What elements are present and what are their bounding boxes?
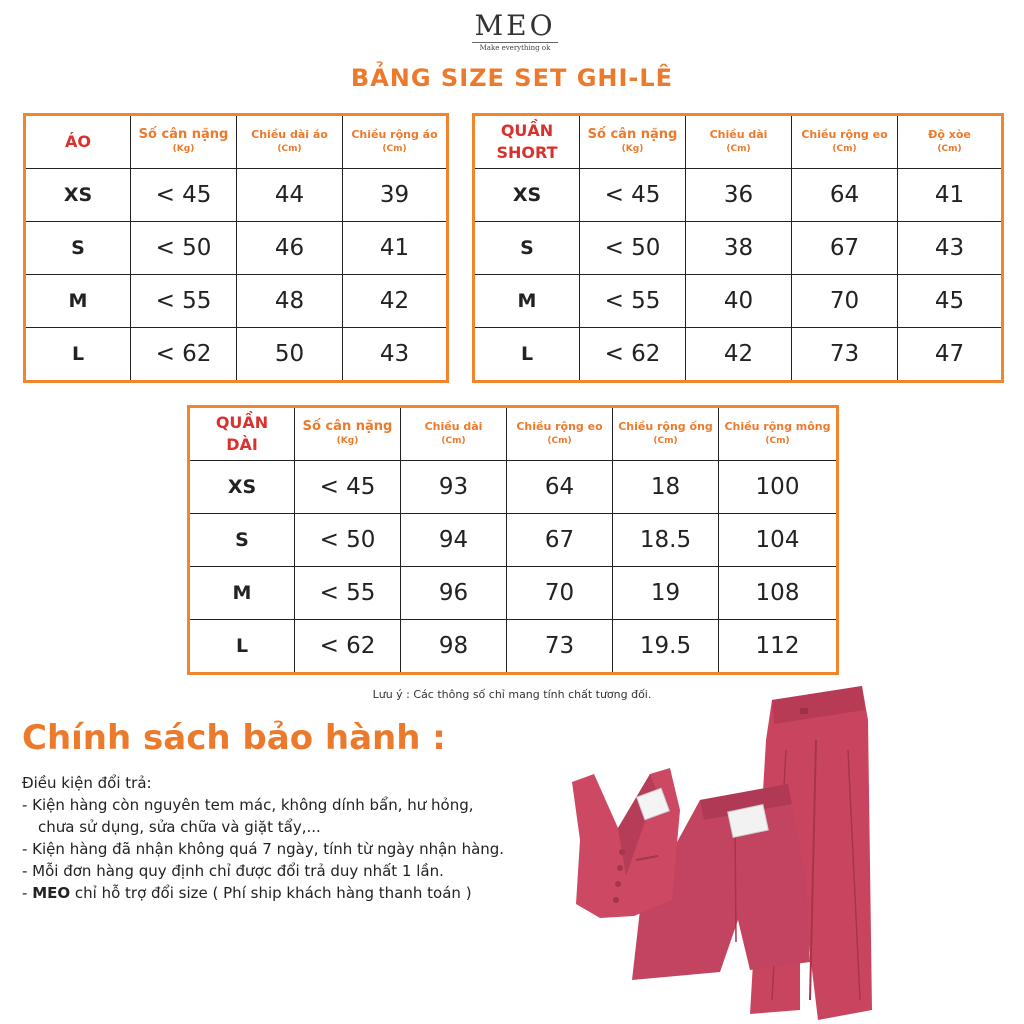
table-cell: < 55 [131, 275, 237, 328]
table-row [474, 222, 1003, 275]
table-cell: 46 [237, 222, 343, 275]
table-cell: < 45 [131, 169, 237, 222]
size-label: L [189, 620, 295, 674]
size-table-ao [23, 113, 449, 383]
table-cell: < 50 [295, 514, 401, 567]
table-row [25, 275, 448, 328]
table-cell: 18 [613, 461, 719, 514]
product-photo [560, 680, 1024, 1024]
table-cell: 93 [401, 461, 507, 514]
table-cell: 44 [237, 169, 343, 222]
table-cell: 43 [898, 222, 1003, 275]
column-header: Chiều dài (Cm) [401, 407, 507, 461]
column-header: Chiều rộng mông (Cm) [719, 407, 838, 461]
table-row [25, 169, 448, 222]
table-cell: 48 [237, 275, 343, 328]
table-cell: < 62 [131, 328, 237, 382]
table-cell: < 62 [580, 328, 686, 382]
vest-illustration [572, 768, 680, 918]
table-cell: 38 [686, 222, 792, 275]
column-header: Chiều rộng áo (Cm) [343, 115, 448, 169]
table-row [474, 169, 1003, 222]
table-cell: 67 [507, 514, 613, 567]
size-label: M [25, 275, 131, 328]
size-table-dai [187, 405, 839, 675]
table-cell: 42 [686, 328, 792, 382]
table-cell: 18.5 [613, 514, 719, 567]
policy-item: - MEO chỉ hỗ trợ đổi size ( Phí ship khách hàng thanh toán ) [22, 884, 472, 902]
size-label: L [474, 328, 580, 382]
table-corner: QUẦN SHORT [474, 115, 580, 169]
table-row [25, 222, 448, 275]
logo-mark: MEO [474, 9, 556, 42]
table-row [189, 461, 838, 514]
size-label: M [189, 567, 295, 620]
table-cell: 41 [898, 169, 1003, 222]
table-cell: 73 [507, 620, 613, 674]
table-cell: 73 [792, 328, 898, 382]
table-cell: 104 [719, 514, 838, 567]
policy-title: Chính sách bảo hành : [22, 718, 446, 758]
size-label: M [474, 275, 580, 328]
table-cell: < 55 [580, 275, 686, 328]
table-cell: 42 [343, 275, 448, 328]
page-title: BẢNG SIZE SET GHI-LÊ [350, 64, 674, 92]
table-corner: ÁO [25, 115, 131, 169]
table-cell: < 50 [580, 222, 686, 275]
column-header: Chiều rộng eo (Cm) [792, 115, 898, 169]
table-cell: < 50 [131, 222, 237, 275]
table-cell: 19 [613, 567, 719, 620]
table-row [474, 275, 1003, 328]
brand-name: MEO [32, 884, 71, 902]
table-cell: 70 [792, 275, 898, 328]
size-table-short [472, 113, 1004, 383]
table-cell: < 45 [580, 169, 686, 222]
policy-text [22, 772, 582, 904]
table-cell: 39 [343, 169, 448, 222]
table-row [189, 567, 838, 620]
table-cell: < 62 [295, 620, 401, 674]
table-cell: 40 [686, 275, 792, 328]
column-header: Chiều dài (Cm) [686, 115, 792, 169]
size-label: XS [189, 461, 295, 514]
note-text: Lưu ý : Các thông số chỉ mang tính chất tương đối. [372, 688, 652, 701]
table-cell: 64 [507, 461, 613, 514]
column-header: Độ xòe (Cm) [898, 115, 1003, 169]
table-row [474, 328, 1003, 382]
table-cell: 108 [719, 567, 838, 620]
table-cell: 67 [792, 222, 898, 275]
table-cell: 112 [719, 620, 838, 674]
table-cell: 64 [792, 169, 898, 222]
table-cell: 70 [507, 567, 613, 620]
table-cell: 43 [343, 328, 448, 382]
size-label: XS [25, 169, 131, 222]
policy-item: - Kiện hàng đã nhận không quá 7 ngày, tính từ ngày nhận hàng. [22, 840, 505, 858]
policy-item-continued: chưa sử dụng, sửa chữa và giặt tẩy,... [38, 818, 321, 836]
column-header: Chiều rộng eo (Cm) [507, 407, 613, 461]
table-cell: 50 [237, 328, 343, 382]
size-label: XS [474, 169, 580, 222]
table-cell: 100 [719, 461, 838, 514]
policy-item: - Kiện hàng còn nguyên tem mác, không dính bẩn, hư hỏng, [22, 796, 474, 814]
table-cell: 98 [401, 620, 507, 674]
logo-tagline: Make everything ok [472, 42, 558, 52]
policy-item: - Mỗi đơn hàng quy định chỉ được đổi trả duy nhất 1 lần. [22, 862, 444, 880]
table-cell: 36 [686, 169, 792, 222]
size-label: S [25, 222, 131, 275]
column-header: Số cân nặng (Kg) [580, 115, 686, 169]
table-cell: 47 [898, 328, 1003, 382]
size-label: S [189, 514, 295, 567]
column-header: Chiều dài áo (Cm) [237, 115, 343, 169]
table-row [189, 620, 838, 674]
column-header: Số cân nặng (Kg) [295, 407, 401, 461]
column-header: Số cân nặng (Kg) [131, 115, 237, 169]
table-cell: 96 [401, 567, 507, 620]
table-row [25, 328, 448, 382]
table-cell: 45 [898, 275, 1003, 328]
table-cell: 41 [343, 222, 448, 275]
table-cell: 94 [401, 514, 507, 567]
size-label: S [474, 222, 580, 275]
brand-logo [470, 10, 560, 52]
table-row [189, 514, 838, 567]
table-cell: 19.5 [613, 620, 719, 674]
table-cell: < 55 [295, 567, 401, 620]
table-corner: QUẦN DÀI [189, 407, 295, 461]
policy-intro: Điều kiện đổi trả: [22, 774, 152, 792]
size-label: L [25, 328, 131, 382]
table-cell: < 45 [295, 461, 401, 514]
column-header: Chiều rộng ống (Cm) [613, 407, 719, 461]
